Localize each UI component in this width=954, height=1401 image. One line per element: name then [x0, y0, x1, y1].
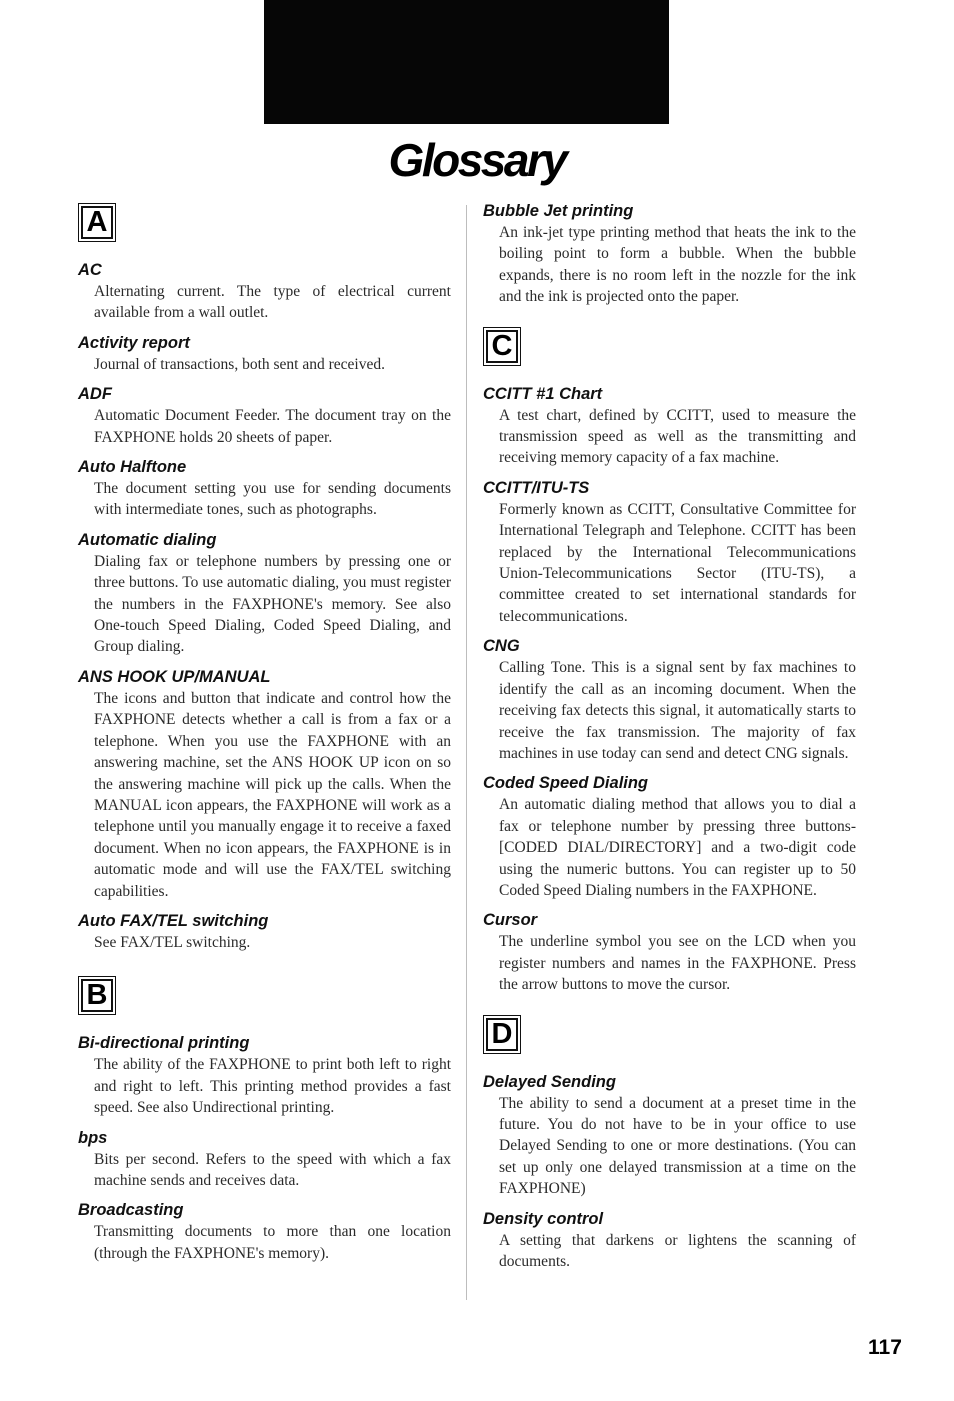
glossary-term: ADF: [78, 385, 112, 404]
glossary-term: Coded Speed Dialing: [483, 774, 649, 793]
glossary-term: Auto Halftone: [78, 458, 187, 477]
glossary-section: [78, 979, 451, 1264]
glossary-section: [483, 200, 856, 308]
glossary-term: Bubble Jet printing: [483, 202, 634, 220]
section-letter-c: C: [486, 330, 518, 363]
header-black-bar: [264, 0, 669, 124]
section-letter-d: D: [486, 1018, 518, 1051]
glossary-definition: A setting that darkens or lightens the scanning of documents.: [499, 1231, 856, 1270]
glossary-definition: The ability of the FAXPHONE to print both left to right and right to left. This printing method provides a fast speed. See also Undirectional printing.: [94, 1056, 451, 1117]
glossary-term: Auto FAX/TEL switching: [78, 911, 269, 930]
glossary-section: [78, 206, 451, 953]
glossary-term: AC: [78, 261, 102, 279]
glossary-definition: The document setting you use for sending documents with intermediate tones, such as photographs.: [94, 480, 451, 519]
page-number: 117: [868, 1336, 902, 1359]
glossary-definition: An ink-jet type printing method that heats the ink to the boiling point to form a bubble. When the bubble expands, there is no room left in the nozzle for the ink and the ink is projected onto the paper.: [499, 224, 856, 306]
glossary-definition: See FAX/TEL switching.: [94, 933, 251, 951]
glossary-term: CCITT #1 Chart: [483, 384, 603, 403]
page-title: Glossary: [388, 134, 566, 186]
right-column: [483, 200, 856, 1280]
glossary-definition: Bits per second. Refers to the speed with which a fax machine sends and receives data.: [94, 1150, 451, 1189]
section-letter-a: A: [81, 206, 113, 239]
column-divider: [466, 205, 467, 1300]
glossary-definition: The icons and button that indicate and control how the FAXPHONE detects whether a call is from a fax or a telephone. When you use the FAXPHONE with an answering machine, set the ANS HOOK UP icon on so the answering machine will pick up the calls. When the MANUAL icon appears, the FAXPHONE will work as a telephone until you manually engage it to receive a faxed document. When no icon appears, the FAXPHONE is in automatic mode and will use the FAX/TEL switching capabilities.: [94, 689, 451, 900]
glossary-section: [483, 330, 856, 996]
glossary-term: Density control: [483, 1209, 604, 1228]
glossary-definition: An automatic dialing method that allows you to dial a fax or telephone number by pressing three buttons-[CODED DIAL/DIRECTORY] and a two-digit code using the numeric buttons. You can register up to 50 Coded Speed Dialing numbers in the FAXPHONE.: [499, 796, 856, 899]
left-column: [78, 200, 451, 1272]
glossary-definition: Automatic Document Feeder. The document tray on the FAXPHONE holds 20 sheets of paper.: [94, 407, 451, 446]
glossary-definition: Formerly known as CCITT, Consultative Committee for International Telegraph and Telephone. CCITT has been replaced by the International Telecommunications Union-Telecommunications Sector (ITU-TS), a committee created to set international standards for telecommunications.: [499, 500, 856, 625]
glossary-term: Bi-directional printing: [78, 1034, 250, 1053]
glossary-definition: The ability to send a document at a preset time in the future. You do not have to be in your office to use Delayed Sending to one or more destinations. (You can set up only one delayed transmission at a time on the FAXPHONE): [499, 1094, 856, 1198]
glossary-definition: A test chart, defined by CCITT, used to measure the transmission speed as well as the transmitting and receiving memory capacity of a fax machine.: [499, 406, 856, 467]
glossary-term: Activity report: [78, 333, 190, 352]
glossary-definition: Dialing fax or telephone numbers by pressing one or three buttons. To use automatic dialing, you must register the numbers in the FAXPHONE's memory. See also One-touch Speed Dialing, Coded Speed Dialing, and Group dialing.: [94, 552, 451, 656]
glossary-definition: The underline symbol you see on the LCD when you register numbers and names in the FAXPHONE. Press the arrow buttons to move the cursor.: [499, 933, 856, 994]
glossary-definition: Alternating current. The type of electrical current available from a wall outlet.: [94, 283, 451, 322]
glossary-definition: Calling Tone. This is a signal sent by fax machines to identify the call as an incoming document. When the receiving fax detects this signal, it automatically starts to receive the fax transmission. The majority of fax machines in use today can send and detect CNG signals.: [499, 659, 856, 762]
glossary-term: Cursor: [483, 911, 538, 930]
section-letter-b: B: [81, 979, 113, 1012]
glossary-term: CCITT/ITU-TS: [483, 478, 590, 497]
glossary-term: ANS HOOK UP/MANUAL: [78, 667, 271, 686]
glossary-term: Delayed Sending: [483, 1072, 616, 1091]
glossary-term: Broadcasting: [78, 1201, 184, 1220]
glossary-definition: Journal of transactions, both sent and received.: [94, 355, 385, 373]
glossary-section: [483, 1018, 856, 1273]
glossary-definition: Transmitting documents to more than one location (through the FAXPHONE's memory).: [94, 1223, 451, 1262]
glossary-term: CNG: [483, 637, 520, 656]
glossary-term: bps: [78, 1128, 108, 1147]
glossary-term: Automatic dialing: [78, 530, 217, 549]
